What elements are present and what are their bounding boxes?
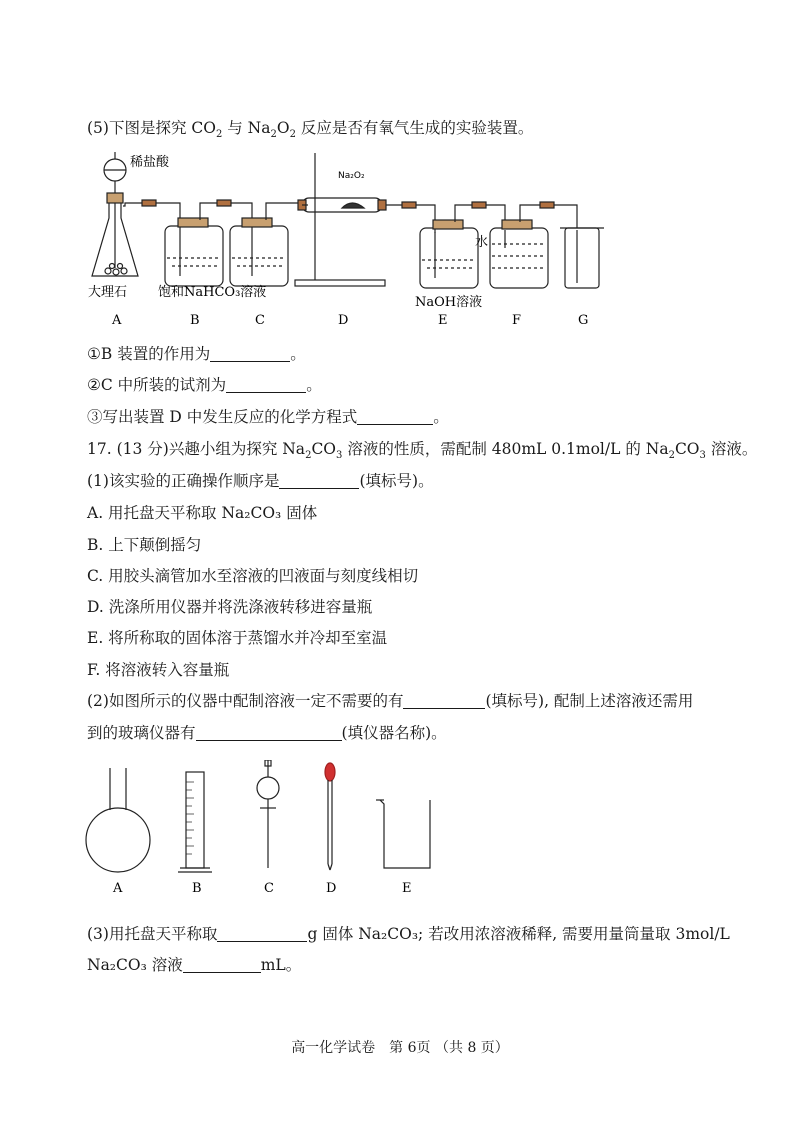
q17-option-d: D. 洗涤所用仪器并将洗涤液转移进容量瓶 bbox=[87, 598, 373, 616]
q17-option-c: C. 用胶头滴管加水至溶液的凹液面与刻度线相切 bbox=[87, 567, 419, 585]
instrument-letter-c: C bbox=[264, 881, 274, 896]
label-nahco3: 饱和NaHCO₃溶液 bbox=[158, 285, 267, 300]
q17-part3-line1: (3)用托盘天平称取 g 固体 Na₂CO₃; 若改用浓溶液稀释, 需要用量筒量取 3mol/L bbox=[87, 925, 730, 943]
q16-part5-intro: (5)下图是探究 $CO_2$ 与 $Na_2O_2$ 反应是否有氧气生成的实验装置。 bbox=[87, 119, 534, 141]
label-marble: 大理石 bbox=[88, 285, 128, 300]
q17-part2-line1: (2)如图所示的仪器中配制溶液一定不需要的有 (填标号), 配制上述溶液还需用 bbox=[87, 692, 694, 710]
q17-part2-line2: 到的玻璃仪器有 (填仪器名称)。 bbox=[87, 724, 447, 742]
apparatus-letter-e: E bbox=[438, 313, 448, 328]
apparatus-letter-a: A bbox=[112, 313, 122, 328]
instrument-letter-e: E bbox=[402, 881, 412, 896]
instrument-letter-a: A bbox=[113, 881, 123, 896]
answer-blank[interactable] bbox=[279, 472, 359, 489]
label-na2o2: Na₂O₂ bbox=[338, 171, 365, 181]
label-acid: 稀盐酸 bbox=[130, 155, 170, 170]
apparatus-letter-c: C bbox=[255, 313, 265, 328]
q16-sub1: ①B 装置的作用为 。 bbox=[87, 345, 306, 363]
instrument-letter-b: B bbox=[192, 881, 202, 896]
answer-blank[interactable] bbox=[196, 724, 342, 741]
q16-sub2: ②C 中所装的试剂为 。 bbox=[87, 376, 322, 394]
lab-instruments-diagram bbox=[80, 760, 460, 902]
answer-blank[interactable] bbox=[217, 925, 307, 942]
q16-sub3: ③写出装置 D 中发生反应的化学方程式 。 bbox=[87, 408, 449, 426]
q17-part1: (1)该实验的正确操作顺序是 (填标号)。 bbox=[87, 472, 434, 490]
q17-option-e: E. 将所称取的固体溶于蒸馏水并冷却至室温 bbox=[87, 629, 388, 647]
co2-na2o2-apparatus-diagram bbox=[80, 148, 620, 330]
apparatus-letter-g: G bbox=[578, 313, 589, 328]
label-naoh: NaOH溶液 bbox=[415, 295, 483, 310]
q17-header: 17. (13 分)兴趣小组为探究 $Na_2CO_3$ 溶液的性质，需配制 480mL 0.1mol/L 的 $Na_2CO_3$ 溶液。 bbox=[87, 440, 758, 462]
q17-option-f: F. 将溶液转入容量瓶 bbox=[87, 661, 230, 679]
label-water: 水 bbox=[475, 235, 489, 250]
answer-blank[interactable] bbox=[357, 408, 433, 425]
answer-blank[interactable] bbox=[403, 692, 485, 709]
answer-blank[interactable] bbox=[183, 956, 261, 973]
q17-option-a: A. 用托盘天平称取 Na₂CO₃ 固体 bbox=[87, 504, 318, 522]
apparatus-letter-b: B bbox=[190, 313, 200, 328]
q17-part3-line2: Na₂CO₃ 溶液 mL。 bbox=[87, 956, 302, 974]
page-footer: 高一化学试卷 第 6页 （共 8 页） bbox=[291, 1040, 509, 1056]
q17-option-b: B. 上下颠倒摇匀 bbox=[87, 536, 202, 554]
apparatus-letter-f: F bbox=[512, 313, 522, 328]
answer-blank[interactable] bbox=[210, 345, 290, 362]
apparatus-letter-d: D bbox=[338, 313, 349, 328]
instrument-letter-d: D bbox=[326, 881, 337, 896]
answer-blank[interactable] bbox=[226, 376, 306, 393]
